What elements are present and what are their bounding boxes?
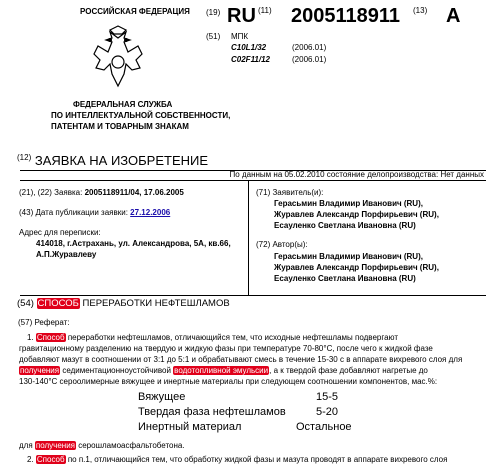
- abstract-text: переработки нефтешламов, отличающийся тем, что исходные нефтешламы подвергают: [65, 333, 399, 342]
- agency-line-2: ПО ИНТЕЛЛЕКТУАЛЬНОЙ СОБСТВЕННОСТИ,: [51, 111, 231, 120]
- component-name: Инертный материал: [138, 421, 242, 433]
- abstract-text: седиментационноустойчивой: [60, 366, 174, 375]
- code-19: (19): [206, 8, 221, 17]
- applicant-2: Журавлев Александр Порфирьевич (RU),: [274, 210, 439, 219]
- author-1: Герасьмин Владимир Иванович (RU),: [274, 252, 423, 261]
- application-value: 2005118911/04, 17.06.2005: [84, 188, 184, 197]
- doc-title-row: [17, 153, 208, 168]
- country-name: РОССИЙСКАЯ ФЕДЕРАЦИЯ: [80, 7, 190, 16]
- agency-line-3: ПАТЕНТАМ И ТОВАРНЫМ ЗНАКАМ: [51, 122, 189, 131]
- doc-number: 2005118911: [291, 5, 401, 27]
- code-11: (11): [258, 6, 272, 15]
- title-code: (12): [17, 153, 32, 162]
- component-value: 5-20: [316, 406, 339, 418]
- country-code: RU: [227, 5, 256, 27]
- author-2: Журавлев Александр Порфирьевич (RU),: [274, 263, 439, 272]
- publication-row: [19, 208, 170, 217]
- search-highlight: Способ: [36, 333, 65, 342]
- search-highlight: водотопливной эмульсии: [174, 366, 269, 375]
- abstract-line-2: гравитационному разделению на твердую и жидкую фазы при температуре 70-80°С, после чего к жидкой фазе: [19, 344, 433, 353]
- author-3: Есауленко Светлана Ивановна (RU): [274, 274, 416, 283]
- abstract-line-5: 130-140°С сероолимерные вяжущее и инертные материалы при следующем соотношении компонентов, мас.%:: [19, 377, 438, 386]
- abstract-text: для: [19, 441, 35, 450]
- divider: [20, 180, 486, 181]
- claim-number: 2.: [27, 455, 34, 464]
- mpk-label: МПК: [231, 32, 249, 41]
- search-highlight: получения: [20, 366, 60, 375]
- kind-code: A: [446, 5, 461, 27]
- address-label: Адрес для переписки:: [19, 228, 101, 237]
- abstract-line-1: [27, 333, 398, 342]
- search-highlight: получения: [35, 441, 75, 450]
- ipc-code-2: C02F11/12: [231, 55, 270, 64]
- code-51: (51): [206, 32, 221, 41]
- publication-date-link[interactable]: 27.12.2006: [130, 208, 171, 217]
- status-line: По данным на 05.02.2010 состояние делопроизводства: Нет данных: [229, 170, 484, 179]
- applicants-label: (71) Заявитель(и):: [256, 188, 324, 197]
- component-value: 15-5: [316, 391, 339, 403]
- abstract-text: , а к твердой фазе добавляют нагретые до: [269, 366, 428, 375]
- code-13: (13): [413, 6, 428, 15]
- agency-line-1: ФЕДЕРАЛЬНАЯ СЛУЖБА: [73, 100, 173, 109]
- abstract-text: по п.1, отличающийся тем, что обработку жидкой фазы и мазута проводят в аппарате вихревого слоя: [65, 455, 448, 464]
- abstract-tail: [19, 441, 185, 450]
- abstract-line-4: [19, 366, 428, 375]
- ipc-date-2: (2006.01): [292, 55, 327, 64]
- abstract-label: (57) Реферат:: [18, 318, 70, 327]
- doc-title: ЗАЯВКА НА ИЗОБРЕТЕНИЕ: [34, 153, 209, 168]
- invention-code: (54): [17, 298, 34, 309]
- component-name: Твердая фаза нефтешламов: [138, 406, 286, 418]
- applicant-3: Есауленко Светлана Ивановна (RU): [274, 221, 416, 230]
- divider: [20, 295, 486, 296]
- component-name: Вяжущее: [138, 391, 186, 403]
- application-label: (21), (22) Заявка:: [19, 188, 83, 197]
- publication-label: (43) Дата публикации заявки:: [19, 208, 128, 217]
- applicant-1: Герасьмин Владимир Иванович (RU),: [274, 199, 423, 208]
- abstract-text: серошламоасфальтобетона.: [76, 441, 185, 450]
- abstract-line-3: добавляют мазут в соотношении от 3:1 до 5:1 и обрабатывают смесь в течение 15-30 с в аппарате вихревого слоя для: [19, 355, 463, 364]
- ipc-code-1: C10L1/32: [231, 43, 267, 52]
- search-highlight: Способ: [36, 455, 65, 464]
- claim-2-line: [27, 455, 447, 464]
- component-value: Остальное: [296, 421, 352, 433]
- invention-title-text: ПЕРЕРАБОТКИ НЕФТЕШЛАМОВ: [79, 298, 230, 309]
- address-line-1: 414018, г.Астрахань, ул. Александрова, 5А, кв.66,: [36, 239, 231, 248]
- invention-title: [17, 298, 230, 309]
- ipc-date-1: (2006.01): [292, 43, 327, 52]
- application-row: [19, 188, 184, 197]
- claim-number: 1.: [27, 333, 34, 342]
- coat-of-arms-icon: [88, 24, 148, 94]
- address-line-2: А.П.Журавлеву: [36, 250, 97, 259]
- authors-label: (72) Автор(ы):: [256, 240, 308, 249]
- column-divider: [248, 180, 249, 295]
- search-highlight: СПОСОБ: [37, 298, 79, 309]
